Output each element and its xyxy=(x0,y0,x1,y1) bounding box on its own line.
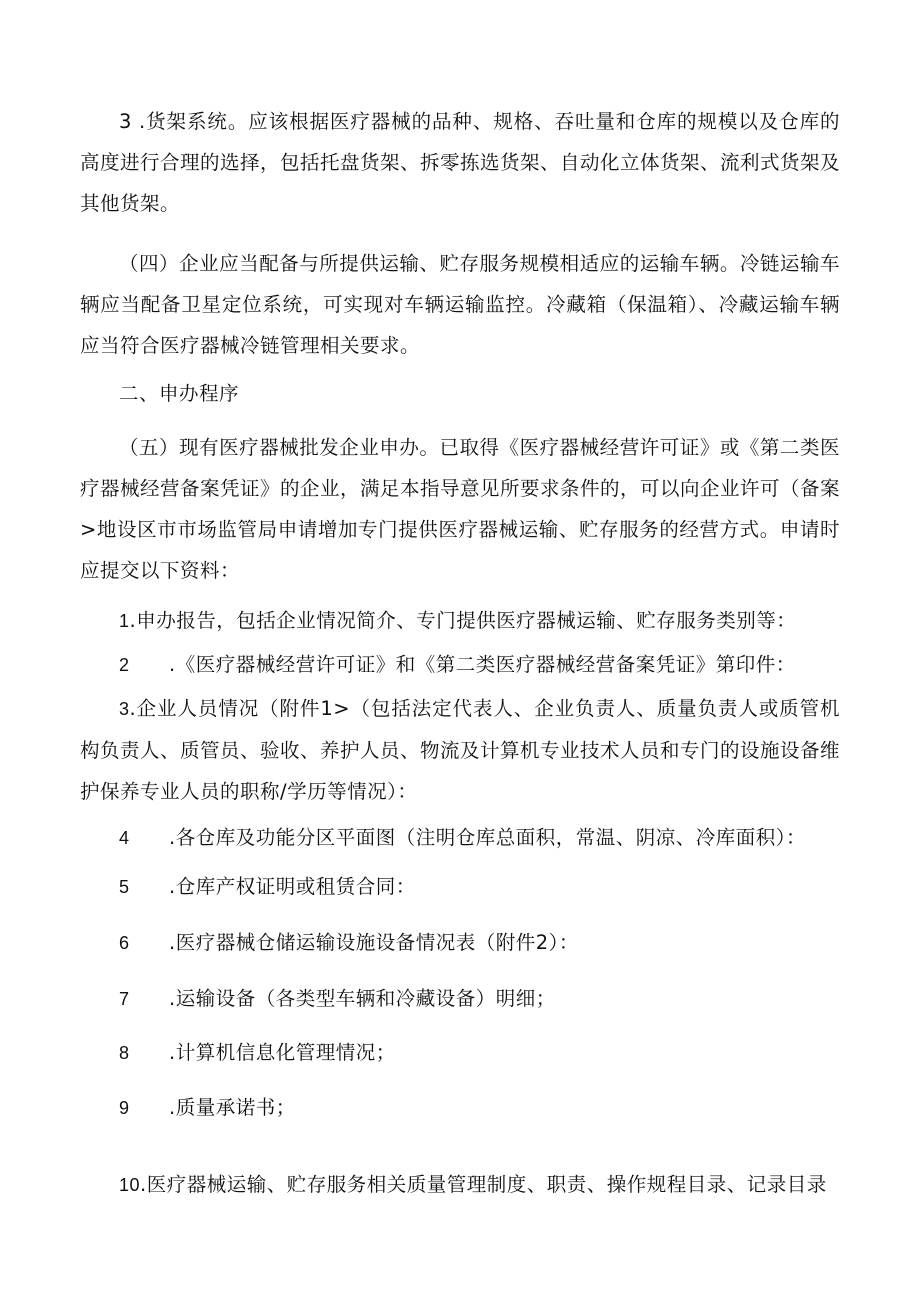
paragraph-existing-wholesale-application: （五）现有医疗器械批发企业申办。已取得《医疗器械经营许可证》或《第二类医疗器械经营备案凭证》的企业，满足本指导意见所要求条件的，可以向企业许可（备案>地设区市市场监管局申请增加专门提供医疗器械运输、贮存服务的经营方式。申请时应提交以下资料： xyxy=(80,436,841,582)
list-item xyxy=(119,1087,840,1129)
list-item-number: 9 xyxy=(119,1098,130,1118)
paragraph-transport-vehicles: （四）企业应当配备与所提供运输、贮存服务规模相适应的运输车辆。冷链运输车辆应当配备卫星定位系统，可实现对车辆运输监控。冷藏箱（保温箱）、冷藏运输车辆应当符合医疗器械冷链管理相关要求。 xyxy=(80,252,840,357)
list-item-number: 5 xyxy=(119,877,130,897)
list-item-text: .申办报告，包括企业情况简介、专门提供医疗器械运输、贮存服务类别等： xyxy=(129,609,797,632)
list-item-text: .仓库产权证明或租赁合同： xyxy=(169,875,416,898)
list-item xyxy=(119,644,840,686)
list-item-text: .医疗器械仓储运输设施设备情况表（附件2）： xyxy=(169,931,579,954)
list-item xyxy=(119,866,840,908)
list-item-text: .质量承诺书； xyxy=(169,1096,296,1119)
list-item xyxy=(119,922,840,964)
list-item xyxy=(119,1164,840,1206)
list-item-text: .《医疗器械经营许可证》和《第二类医疗器械经营备案凭证》第印件： xyxy=(169,653,796,676)
list-item-number: 8 xyxy=(119,1043,130,1063)
list-item xyxy=(119,600,840,642)
list-item-number: 2 xyxy=(119,655,130,675)
list-item-number: 10 xyxy=(119,1175,141,1195)
list-item-text: .运输设备（各类型车辆和冷藏设备）明细； xyxy=(169,987,556,1010)
list-item-number: 7 xyxy=(119,989,130,1009)
section-heading-application-procedure: 二、申办程序 xyxy=(119,382,240,405)
paragraph-shelf-system: 3 .货架系统。应该根据医疗器械的品种、规格、吞吐量和仓库的规模以及仓库的高度进行合理的选择，包括托盘货架、拆零拣选货架、自动化立体货架、流利式货架及其他货架。 xyxy=(80,110,841,215)
list-item xyxy=(119,817,840,859)
list-item-number: 4 xyxy=(119,828,130,848)
list-item xyxy=(119,1032,840,1074)
list-item-text: .各仓库及功能分区平面图（注明仓库总面积，常温、阴凉、冷库面积）： xyxy=(169,826,806,849)
list-item-text: .企业人员情况（附件1>（包括法定代表人、企业负责人、质量负责人或质管机构负责人、质管员、验收、养护人员、物流及计算机专业技术人员和专门的设施设备维护保养专业人员的职称/学历等情况）： xyxy=(80,697,841,803)
list-item-text: .医疗器械运输、贮存服务相关质量管理制度、职责、操作规程目录、记录目录 xyxy=(140,1173,827,1196)
list-item-number: 3 xyxy=(119,699,130,719)
list-item-text: .计算机信息化管理情况； xyxy=(169,1041,396,1064)
list-item-number: 6 xyxy=(119,933,130,953)
list-item xyxy=(80,688,840,812)
list-item-number: 1 xyxy=(119,611,130,631)
list-item xyxy=(119,978,840,1020)
